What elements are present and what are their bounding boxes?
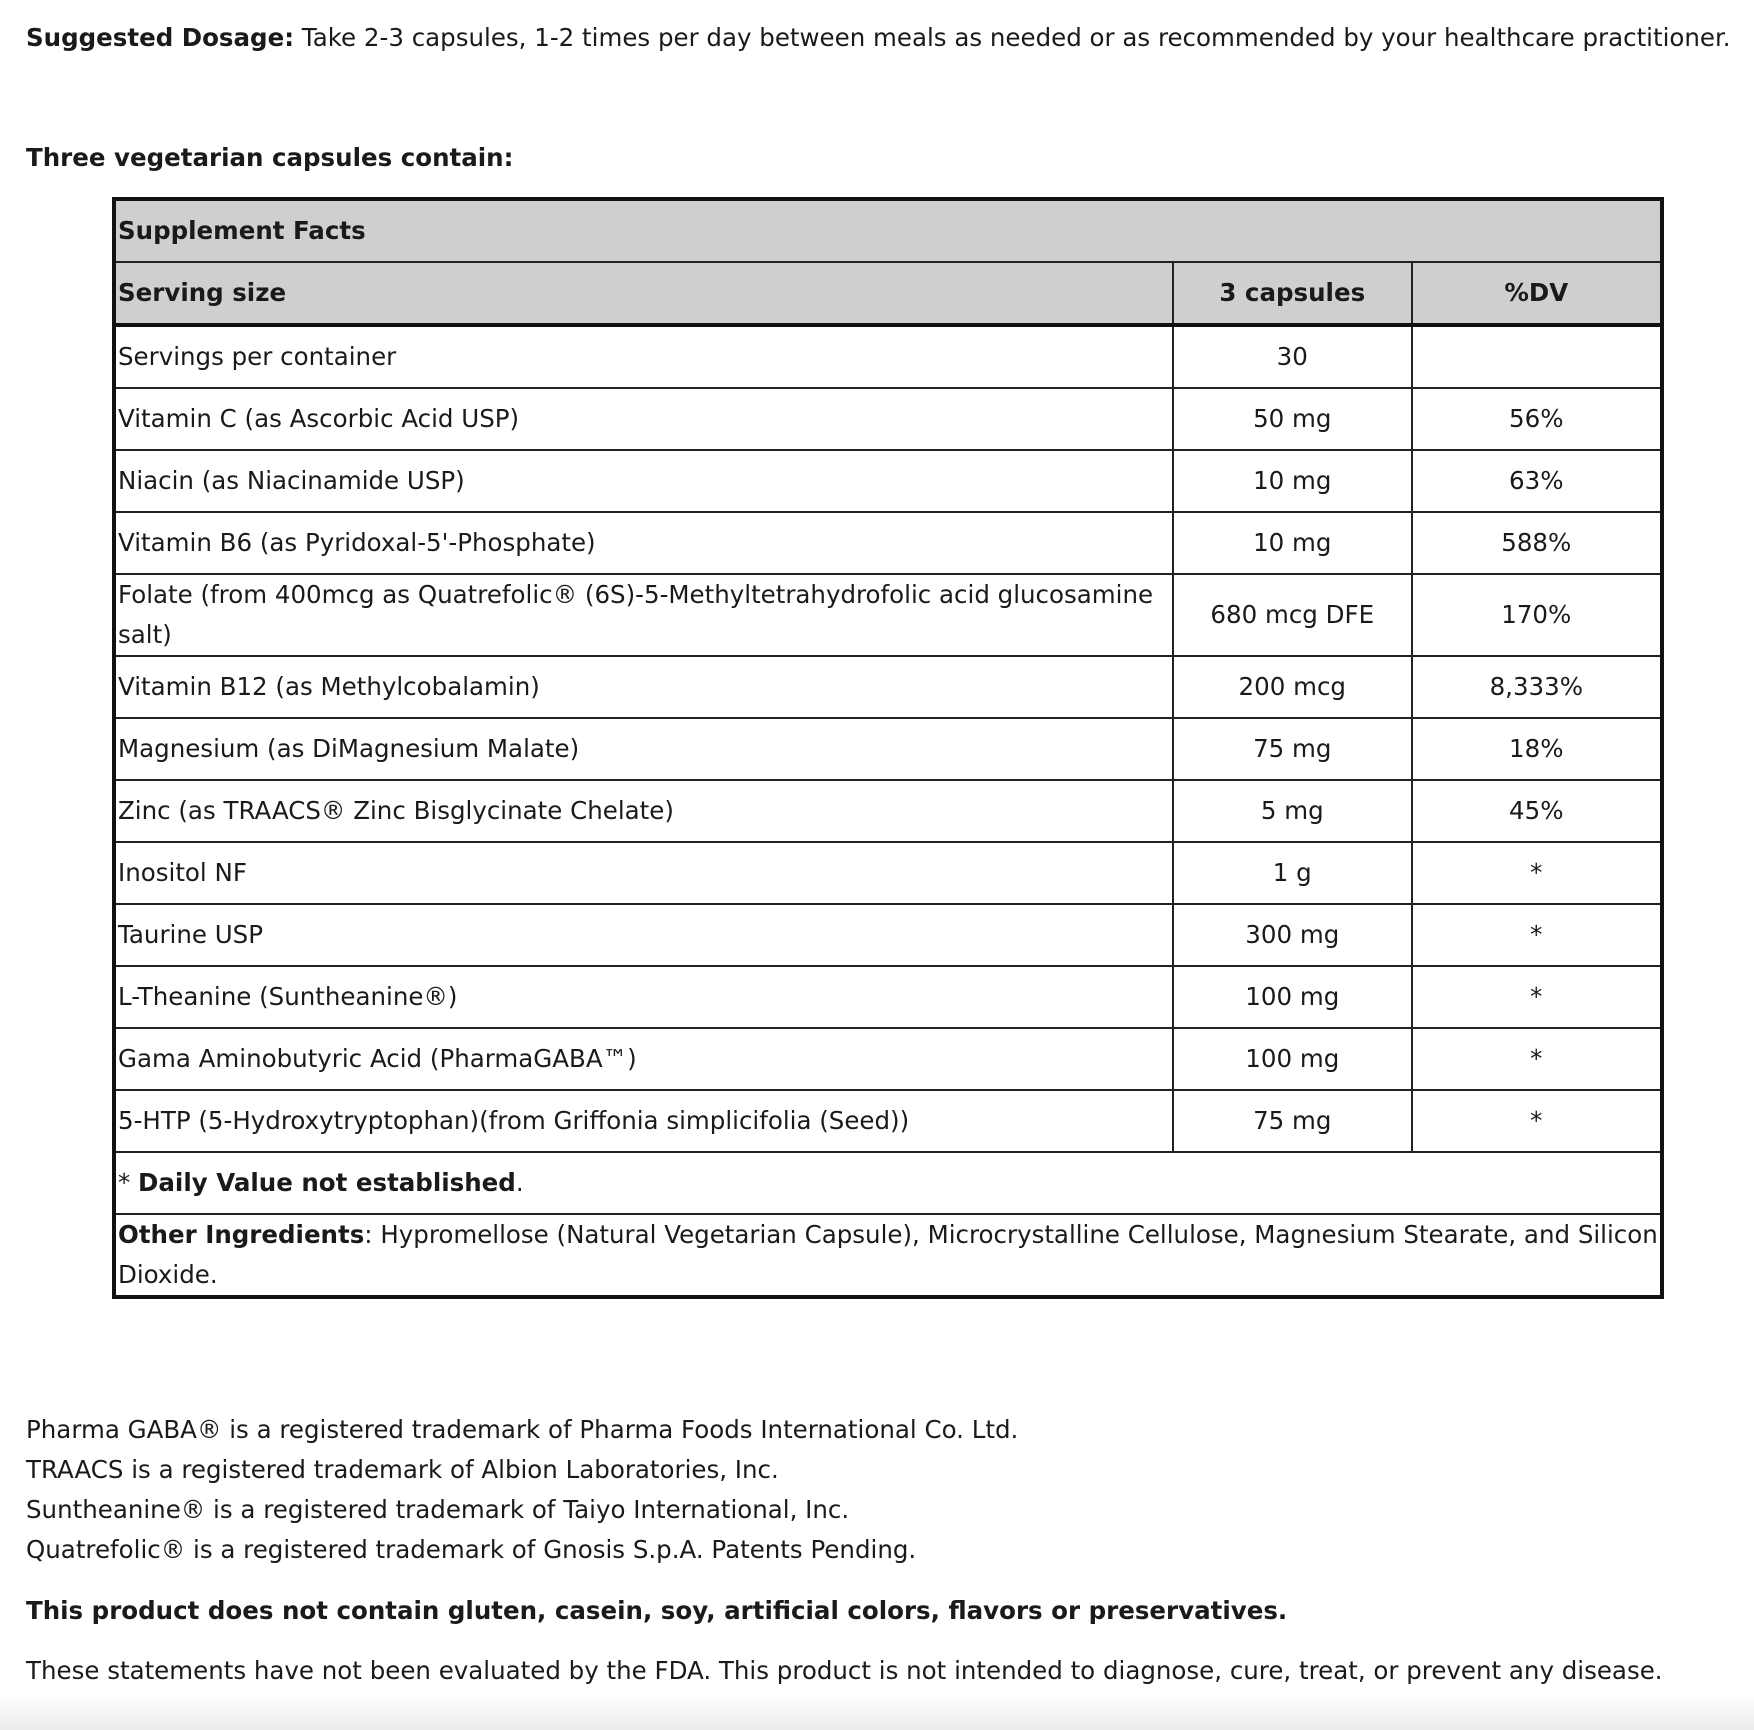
table-row: [114, 450, 1662, 512]
ingredient-name: Servings per container: [114, 325, 1173, 388]
ingredient-amount: 300 mg: [1173, 904, 1412, 966]
ingredient-amount: 10 mg: [1173, 512, 1412, 574]
allergen-free-statement: This product does not contain gluten, casein, soy, artificial colors, flavors or preservatives.: [26, 1596, 1288, 1625]
ingredient-name: 5-HTP (5-Hydroxytryptophan)(from Griffonia simplicifolia (Seed)): [114, 1090, 1173, 1152]
ingredient-dv: 588%: [1412, 512, 1662, 574]
table-row: [114, 512, 1662, 574]
ingredient-dv: *: [1412, 842, 1662, 904]
ingredient-amount: 100 mg: [1173, 966, 1412, 1028]
table-row: [114, 718, 1662, 780]
dv-note-bold: Daily Value not established: [138, 1168, 516, 1197]
dv-note-star: *: [118, 1168, 139, 1197]
ingredient-amount: 50 mg: [1173, 388, 1412, 450]
ingredient-name: Niacin (as Niacinamide USP): [114, 450, 1173, 512]
dv-note: [114, 1152, 1662, 1214]
other-ingredients-text: : Hypromellose (Natural Vegetarian Capsule), Microcrystalline Cellulose, Magnesium Stearate, and Silicon Dioxide.: [118, 1220, 1658, 1289]
dosage-label: Suggested Dosage:: [26, 23, 294, 52]
table-row: [114, 574, 1662, 656]
ingredient-amount: 1 g: [1173, 842, 1412, 904]
trademark-notices: [26, 1410, 1018, 1570]
ingredient-dv: 170%: [1412, 574, 1662, 656]
ingredient-name: Vitamin C (as Ascorbic Acid USP): [114, 388, 1173, 450]
supplement-facts-table: [112, 197, 1664, 1299]
ingredient-dv: 63%: [1412, 450, 1662, 512]
ingredient-amount: 100 mg: [1173, 1028, 1412, 1090]
table-row: [114, 1028, 1662, 1090]
ingredient-name: L-Theanine (Suntheanine®): [114, 966, 1173, 1028]
capsules-contain-heading: Three vegetarian capsules contain:: [26, 143, 514, 172]
ingredient-name: Folate (from 400mcg as Quatrefolic® (6S)-5-Methyltetrahydrofolic acid glucosamine salt): [114, 574, 1173, 656]
table-row: [114, 1090, 1662, 1152]
trademark-line: Pharma GABA® is a registered trademark of Pharma Foods International Co. Ltd.: [26, 1415, 1019, 1444]
ingredient-name: Gama Aminobutyric Acid (PharmaGABA™): [114, 1028, 1173, 1090]
dosage-text: Take 2-3 capsules, 1-2 times per day between meals as needed or as recommended by your healthcare practitioner.: [294, 23, 1731, 52]
ingredient-name: Taurine USP: [114, 904, 1173, 966]
table-row: [114, 388, 1662, 450]
table-row: [114, 780, 1662, 842]
trademark-line: Suntheanine® is a registered trademark of Taiyo International, Inc.: [26, 1495, 850, 1524]
other-ingredients-row: [114, 1214, 1662, 1297]
facts-title: Supplement Facts: [114, 199, 1662, 262]
other-ingredients: [114, 1214, 1662, 1297]
table-row: [114, 325, 1662, 388]
header-serving-size: Serving size: [114, 262, 1173, 325]
ingredient-dv: *: [1412, 1090, 1662, 1152]
ingredient-amount: 10 mg: [1173, 450, 1412, 512]
ingredient-amount: 75 mg: [1173, 718, 1412, 780]
ingredient-name: Vitamin B6 (as Pyridoxal-5'-Phosphate): [114, 512, 1173, 574]
other-ingredients-label: Other Ingredients: [118, 1220, 365, 1249]
ingredient-dv: [1412, 325, 1662, 388]
table-row: [114, 842, 1662, 904]
ingredient-dv: *: [1412, 966, 1662, 1028]
dv-note-end: .: [515, 1168, 524, 1197]
ingredient-dv: 18%: [1412, 718, 1662, 780]
header-dv: %DV: [1412, 262, 1662, 325]
ingredient-amount: 680 mcg DFE: [1173, 574, 1412, 656]
ingredient-amount: 200 mcg: [1173, 656, 1412, 718]
facts-title-row: [114, 199, 1662, 262]
ingredient-name: Inositol NF: [114, 842, 1173, 904]
ingredient-name: Zinc (as TRAACS® Zinc Bisglycinate Chelate): [114, 780, 1173, 842]
ingredient-dv: 45%: [1412, 780, 1662, 842]
trademark-line: Quatrefolic® is a registered trademark of Gnosis S.p.A. Patents Pending.: [26, 1535, 917, 1564]
table-row: [114, 656, 1662, 718]
ingredient-name: Vitamin B12 (as Methylcobalamin): [114, 656, 1173, 718]
ingredient-dv: 56%: [1412, 388, 1662, 450]
trademark-line: TRAACS is a registered trademark of Albion Laboratories, Inc.: [26, 1455, 779, 1484]
ingredient-amount: 75 mg: [1173, 1090, 1412, 1152]
bottom-edge-shadow: [0, 1694, 1754, 1730]
suggested-dosage: [26, 18, 1731, 58]
fda-disclaimer: These statements have not been evaluated by the FDA. This product is not intended to diagnose, cure, treat, or prevent any disease.: [26, 1656, 1663, 1685]
header-amount: 3 capsules: [1173, 262, 1412, 325]
ingredient-dv: *: [1412, 904, 1662, 966]
ingredient-dv: 8,333%: [1412, 656, 1662, 718]
ingredient-amount: 30: [1173, 325, 1412, 388]
ingredient-amount: 5 mg: [1173, 780, 1412, 842]
table-row: [114, 966, 1662, 1028]
ingredient-name: Magnesium (as DiMagnesium Malate): [114, 718, 1173, 780]
facts-header-row: [114, 262, 1662, 325]
table-row: [114, 904, 1662, 966]
dv-note-row: [114, 1152, 1662, 1214]
ingredient-dv: *: [1412, 1028, 1662, 1090]
